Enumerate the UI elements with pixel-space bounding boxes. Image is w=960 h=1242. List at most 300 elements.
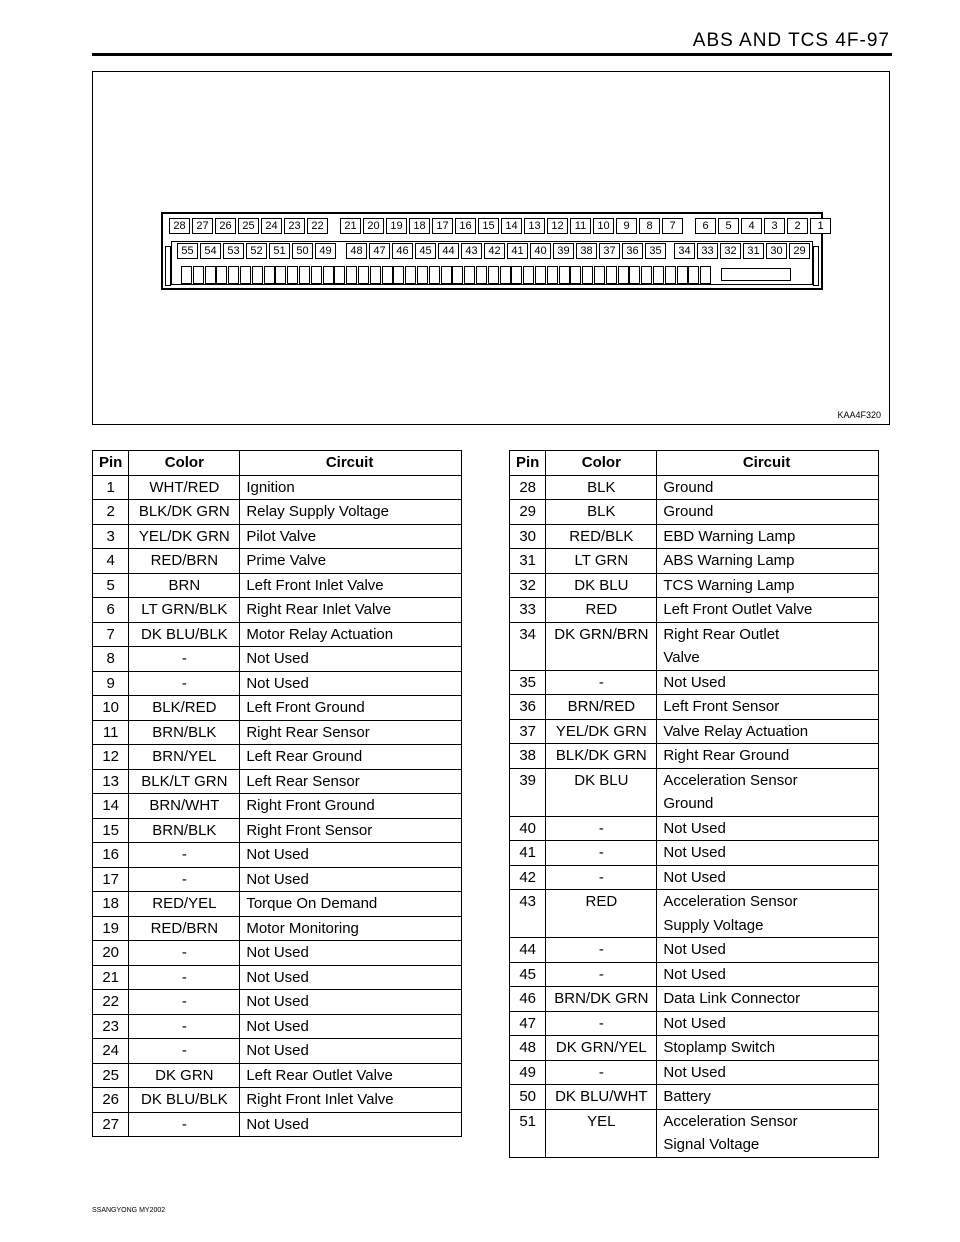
table-row: [93, 647, 462, 672]
pin-cell: 1: [93, 475, 129, 500]
empty-cell: [546, 914, 657, 938]
connector-latch-left: [165, 246, 171, 286]
connector-pin-40: 40: [530, 243, 551, 259]
figure-code: KAA4F320: [837, 410, 881, 420]
pin-cell: 35: [510, 670, 546, 695]
color-cell: BRN/WHT: [129, 794, 240, 819]
connector-pin-49: 49: [315, 243, 336, 259]
connector-pin-50: 50: [292, 243, 313, 259]
pin-cell: 21: [93, 965, 129, 990]
table-row: [93, 794, 462, 819]
connector-pin-54: 54: [200, 243, 221, 259]
connector-slot: [559, 266, 570, 284]
pin-cell: 13: [93, 769, 129, 794]
table-row: [510, 938, 879, 963]
circuit-cell: Torque On Demand: [240, 892, 462, 917]
color-cell: -: [129, 867, 240, 892]
table-row-continuation: [510, 646, 879, 670]
footer-text: SSANGYONG MY2002: [92, 1207, 166, 1214]
circuit-cell: Not Used: [240, 990, 462, 1015]
circuit-cell: Left Front Outlet Valve: [657, 598, 879, 623]
table-row: [510, 719, 879, 744]
connector-pin-47: 47: [369, 243, 390, 259]
color-cell: -: [129, 647, 240, 672]
pin-cell: 41: [510, 841, 546, 866]
circuit-cell: Not Used: [657, 670, 879, 695]
table-row: [93, 500, 462, 525]
color-cell: -: [129, 990, 240, 1015]
pin-cell: 20: [93, 941, 129, 966]
circuit-cell: Left Front Inlet Valve: [240, 573, 462, 598]
pin-cell: 4: [93, 549, 129, 574]
connector-slot: [641, 266, 652, 284]
table-row: [93, 1014, 462, 1039]
connector-pin-33: 33: [697, 243, 718, 259]
pin-table-right: [509, 450, 879, 1158]
connector-pin-5: 5: [718, 218, 739, 234]
color-cell: RED/BRN: [129, 916, 240, 941]
connector-slot: [653, 266, 664, 284]
connector-slot: [594, 266, 605, 284]
pin-cell: 51: [510, 1109, 546, 1133]
table-row: [510, 475, 879, 500]
pin-cell: 7: [93, 622, 129, 647]
table-row: [510, 987, 879, 1012]
color-cell: BLK: [546, 475, 657, 500]
connector-slot: [216, 266, 227, 284]
pin-cell: 44: [510, 938, 546, 963]
circuit-cell: Right Rear Ground: [657, 744, 879, 769]
circuit-cell: Acceleration Sensor: [657, 1109, 879, 1133]
connector-slot: [346, 266, 357, 284]
connector-slot: [665, 266, 676, 284]
connector-pin-52: 52: [246, 243, 267, 259]
connector-slot: [405, 266, 416, 284]
pin-cell: 33: [510, 598, 546, 623]
table-row: [93, 696, 462, 721]
connector-slot: [547, 266, 558, 284]
table-row: [93, 965, 462, 990]
circuit-cell: Not Used: [240, 867, 462, 892]
circuit-cell: Valve Relay Actuation: [657, 719, 879, 744]
table-row: [93, 941, 462, 966]
connector-pin-34: 34: [674, 243, 695, 259]
connector-slot: [606, 266, 617, 284]
connector-key-slot: [721, 268, 791, 281]
connector-slot: [393, 266, 404, 284]
pin-cell: 39: [510, 768, 546, 792]
connector-slot: [323, 266, 334, 284]
color-cell: BLK/RED: [129, 696, 240, 721]
color-cell: RED/BLK: [546, 524, 657, 549]
pin-cell: 14: [93, 794, 129, 819]
color-cell: RED: [546, 890, 657, 914]
circuit-cell: Not Used: [657, 938, 879, 963]
color-cell: BLK/DK GRN: [129, 500, 240, 525]
circuit-cell: Valve: [657, 646, 879, 670]
circuit-cell: Acceleration Sensor: [657, 768, 879, 792]
circuit-cell: TCS Warning Lamp: [657, 573, 879, 598]
color-cell: BRN/DK GRN: [546, 987, 657, 1012]
connector-pin-55: 55: [177, 243, 198, 259]
circuit-cell: Left Rear Outlet Valve: [240, 1063, 462, 1088]
pin-cell: 40: [510, 816, 546, 841]
connector-slot: [358, 266, 369, 284]
table-row: [93, 769, 462, 794]
connector-pin-1: 1: [810, 218, 831, 234]
connector-pin-9: 9: [616, 218, 637, 234]
color-cell: BLK/DK GRN: [546, 744, 657, 769]
circuit-cell: Not Used: [657, 1060, 879, 1085]
pin-header: Pin: [93, 451, 129, 476]
connector-slot: [299, 266, 310, 284]
pin-cell: 29: [510, 500, 546, 525]
color-cell: -: [546, 1060, 657, 1085]
connector-pin-35: 35: [645, 243, 666, 259]
circuit-header: Circuit: [240, 451, 462, 476]
connector-pin-45: 45: [415, 243, 436, 259]
connector-slot: [688, 266, 699, 284]
connector-pin-3: 3: [764, 218, 785, 234]
table-row: [510, 1109, 879, 1133]
circuit-cell: Not Used: [240, 965, 462, 990]
pin-cell: 17: [93, 867, 129, 892]
connector-slot: [205, 266, 216, 284]
connector-pin-11: 11: [570, 218, 591, 234]
connector-diagram: [161, 212, 823, 290]
circuit-header: Circuit: [657, 451, 879, 476]
color-cell: DK BLU: [546, 573, 657, 598]
pin-cell: 23: [93, 1014, 129, 1039]
color-cell: LT GRN: [546, 549, 657, 574]
table-row: [93, 867, 462, 892]
connector-slot: [700, 266, 711, 284]
connector-slot: [417, 266, 428, 284]
circuit-cell: Not Used: [657, 962, 879, 987]
table-row: [510, 549, 879, 574]
pin-cell: 49: [510, 1060, 546, 1085]
connector-pin-32: 32: [720, 243, 741, 259]
circuit-cell: Stoplamp Switch: [657, 1036, 879, 1061]
pin-cell: 15: [93, 818, 129, 843]
circuit-cell: Battery: [657, 1085, 879, 1110]
connector-pin-48: 48: [346, 243, 367, 259]
connector-figure: [92, 71, 890, 425]
connector-pin-10: 10: [593, 218, 614, 234]
empty-cell: [510, 914, 546, 938]
pin-cell: 26: [93, 1088, 129, 1113]
circuit-cell: ABS Warning Lamp: [657, 549, 879, 574]
circuit-cell: Data Link Connector: [657, 987, 879, 1012]
connector-pin-19: 19: [386, 218, 407, 234]
color-cell: -: [129, 843, 240, 868]
connector-latch-right: [813, 246, 819, 286]
table-row: [93, 671, 462, 696]
circuit-cell: Prime Valve: [240, 549, 462, 574]
table-row: [93, 1088, 462, 1113]
table-row: [510, 622, 879, 646]
circuit-cell: Supply Voltage: [657, 914, 879, 938]
table-row: [93, 843, 462, 868]
connector-pin-51: 51: [269, 243, 290, 259]
connector-pin-13: 13: [524, 218, 545, 234]
circuit-cell: Not Used: [657, 816, 879, 841]
color-cell: -: [129, 1112, 240, 1137]
table-row: [510, 1085, 879, 1110]
connector-slot: [523, 266, 534, 284]
empty-cell: [510, 792, 546, 816]
circuit-cell: EBD Warning Lamp: [657, 524, 879, 549]
color-cell: WHT/RED: [129, 475, 240, 500]
circuit-cell: Left Rear Ground: [240, 745, 462, 770]
circuit-cell: Pilot Valve: [240, 524, 462, 549]
pin-cell: 19: [93, 916, 129, 941]
connector-slot: [476, 266, 487, 284]
color-cell: -: [546, 1011, 657, 1036]
connector-pin-18: 18: [409, 218, 430, 234]
connector-slot: [287, 266, 298, 284]
connector-pin-42: 42: [484, 243, 505, 259]
connector-pin-27: 27: [192, 218, 213, 234]
pin-cell: 6: [93, 598, 129, 623]
color-cell: RED/YEL: [129, 892, 240, 917]
color-cell: DK BLU: [546, 768, 657, 792]
pin-cell: 45: [510, 962, 546, 987]
color-cell: BRN/YEL: [129, 745, 240, 770]
connector-pin-15: 15: [478, 218, 499, 234]
pin-cell: 37: [510, 719, 546, 744]
circuit-cell: Right Front Inlet Valve: [240, 1088, 462, 1113]
pin-table-left: [92, 450, 462, 1137]
connector-slot: [193, 266, 204, 284]
pin-cell: 27: [93, 1112, 129, 1137]
circuit-cell: Not Used: [240, 671, 462, 696]
connector-slot: [311, 266, 322, 284]
circuit-cell: Not Used: [240, 1014, 462, 1039]
table-row: [93, 990, 462, 1015]
pin-cell: 50: [510, 1085, 546, 1110]
color-cell: YEL/DK GRN: [129, 524, 240, 549]
connector-pin-16: 16: [455, 218, 476, 234]
pin-cell: 32: [510, 573, 546, 598]
connector-pin-38: 38: [576, 243, 597, 259]
table-row: [93, 1039, 462, 1064]
color-cell: BRN/BLK: [129, 720, 240, 745]
color-cell: -: [546, 816, 657, 841]
connector-slot: [618, 266, 629, 284]
table-row: [510, 524, 879, 549]
circuit-cell: Not Used: [657, 841, 879, 866]
color-cell: BLK: [546, 500, 657, 525]
connector-pin-23: 23: [284, 218, 305, 234]
color-cell: -: [129, 1039, 240, 1064]
connector-pin-7: 7: [662, 218, 683, 234]
circuit-cell: Right Rear Inlet Valve: [240, 598, 462, 623]
connector-pin-29: 29: [789, 243, 810, 259]
pin-cell: 18: [93, 892, 129, 917]
connector-pin-21: 21: [340, 218, 361, 234]
pin-cell: 30: [510, 524, 546, 549]
connector-slot: [570, 266, 581, 284]
connector-pin-26: 26: [215, 218, 236, 234]
connector-slot: [228, 266, 239, 284]
connector-slot: [488, 266, 499, 284]
connector-pin-46: 46: [392, 243, 413, 259]
pin-cell: 43: [510, 890, 546, 914]
pin-cell: 11: [93, 720, 129, 745]
table-row: [93, 598, 462, 623]
pin-cell: 24: [93, 1039, 129, 1064]
connector-slot: [441, 266, 452, 284]
connector-slot: [429, 266, 440, 284]
connector-pin-25: 25: [238, 218, 259, 234]
table-row: [93, 720, 462, 745]
connector-slot: [511, 266, 522, 284]
table-row: [510, 841, 879, 866]
circuit-cell: Acceleration Sensor: [657, 890, 879, 914]
circuit-cell: Right Front Ground: [240, 794, 462, 819]
connector-pin-8: 8: [639, 218, 660, 234]
connector-pin-39: 39: [553, 243, 574, 259]
color-cell: -: [129, 941, 240, 966]
connector-slot: [535, 266, 546, 284]
connector-slot: [240, 266, 251, 284]
connector-pin-4: 4: [741, 218, 762, 234]
pin-cell: 48: [510, 1036, 546, 1061]
color-cell: DK BLU/WHT: [546, 1085, 657, 1110]
table-row: [510, 744, 879, 769]
empty-cell: [546, 646, 657, 670]
connector-slot: [464, 266, 475, 284]
table-row-continuation: [510, 792, 879, 816]
empty-cell: [546, 792, 657, 816]
pin-cell: 9: [93, 671, 129, 696]
connector-pin-17: 17: [432, 218, 453, 234]
circuit-cell: Motor Monitoring: [240, 916, 462, 941]
pin-cell: 36: [510, 695, 546, 720]
connector-slot: [677, 266, 688, 284]
pin-cell: 12: [93, 745, 129, 770]
connector-slot: [500, 266, 511, 284]
pin-cell: 3: [93, 524, 129, 549]
connector-slot: [334, 266, 345, 284]
circuit-cell: Right Front Sensor: [240, 818, 462, 843]
empty-cell: [510, 1133, 546, 1157]
color-cell: -: [546, 938, 657, 963]
circuit-cell: Not Used: [240, 1039, 462, 1064]
color-cell: -: [129, 1014, 240, 1039]
pin-cell: 22: [93, 990, 129, 1015]
color-cell: DK GRN/YEL: [546, 1036, 657, 1061]
table-row-continuation: [510, 1133, 879, 1157]
connector-pin-12: 12: [547, 218, 568, 234]
table-row: [510, 1011, 879, 1036]
color-cell: -: [546, 841, 657, 866]
connector-pin-53: 53: [223, 243, 244, 259]
table-row: [510, 695, 879, 720]
connector-pin-28: 28: [169, 218, 190, 234]
table-row: [510, 816, 879, 841]
table-row: [510, 598, 879, 623]
color-cell: YEL: [546, 1109, 657, 1133]
color-cell: BRN: [129, 573, 240, 598]
table-row: [510, 573, 879, 598]
circuit-cell: Not Used: [240, 1112, 462, 1137]
connector-pin-41: 41: [507, 243, 528, 259]
table-row: [93, 1063, 462, 1088]
table-row-continuation: [510, 914, 879, 938]
header-rule: [92, 53, 892, 56]
color-cell: DK BLU/BLK: [129, 622, 240, 647]
pin-cell: 5: [93, 573, 129, 598]
color-cell: -: [546, 962, 657, 987]
color-cell: RED: [546, 598, 657, 623]
circuit-cell: Signal Voltage: [657, 1133, 879, 1157]
empty-cell: [546, 1133, 657, 1157]
table-row: [510, 768, 879, 792]
pin-cell: 2: [93, 500, 129, 525]
circuit-cell: Left Rear Sensor: [240, 769, 462, 794]
circuit-cell: Ignition: [240, 475, 462, 500]
color-cell: BLK/LT GRN: [129, 769, 240, 794]
circuit-cell: Not Used: [240, 647, 462, 672]
table-row: [510, 865, 879, 890]
color-cell: BRN/RED: [546, 695, 657, 720]
color-cell: YEL/DK GRN: [546, 719, 657, 744]
color-cell: LT GRN/BLK: [129, 598, 240, 623]
circuit-cell: Right Rear Sensor: [240, 720, 462, 745]
connector-pin-2: 2: [787, 218, 808, 234]
circuit-cell: Right Rear Outlet: [657, 622, 879, 646]
empty-cell: [510, 646, 546, 670]
circuit-cell: Not Used: [240, 843, 462, 868]
pin-cell: 38: [510, 744, 546, 769]
color-cell: -: [546, 670, 657, 695]
pin-cell: 25: [93, 1063, 129, 1088]
connector-pin-6: 6: [695, 218, 716, 234]
table-row: [93, 818, 462, 843]
table-row: [510, 962, 879, 987]
color-cell: DK GRN: [129, 1063, 240, 1088]
table-row: [510, 890, 879, 914]
circuit-cell: Relay Supply Voltage: [240, 500, 462, 525]
pin-cell: 42: [510, 865, 546, 890]
circuit-cell: Ground: [657, 500, 879, 525]
pin-cell: 47: [510, 1011, 546, 1036]
connector-slot: [382, 266, 393, 284]
connector-pin-24: 24: [261, 218, 282, 234]
connector-slot: [582, 266, 593, 284]
color-cell: DK BLU/BLK: [129, 1088, 240, 1113]
pin-cell: 8: [93, 647, 129, 672]
pin-cell: 16: [93, 843, 129, 868]
table-row: [93, 524, 462, 549]
connector-pin-22: 22: [307, 218, 328, 234]
connector-slot: [370, 266, 381, 284]
pin-cell: 28: [510, 475, 546, 500]
connector-slot: [264, 266, 275, 284]
connector-slot: [252, 266, 263, 284]
table-row: [93, 916, 462, 941]
table-row: [93, 622, 462, 647]
connector-slot: [452, 266, 463, 284]
table-row: [93, 1112, 462, 1137]
table-row: [93, 475, 462, 500]
color-cell: RED/BRN: [129, 549, 240, 574]
color-header: Color: [546, 451, 657, 476]
color-cell: -: [546, 865, 657, 890]
circuit-cell: Not Used: [240, 941, 462, 966]
